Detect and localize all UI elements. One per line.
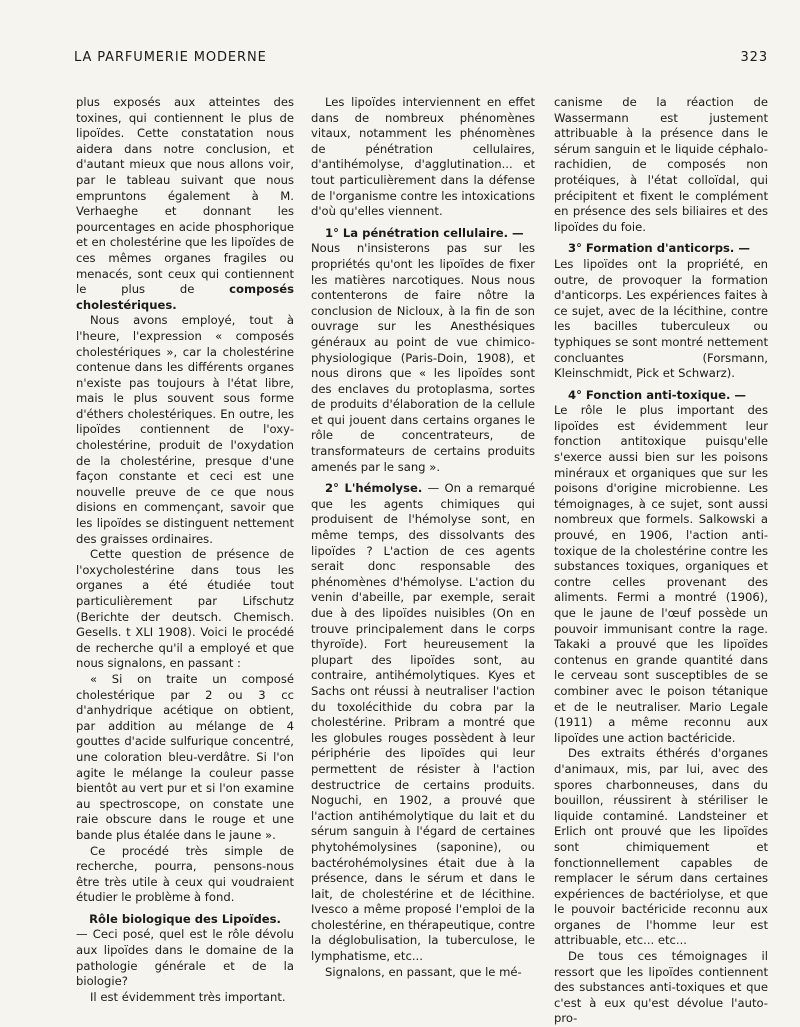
paragraph: Le rôle le plus important des lipoïdes est évidemment leur fonction antitoxique puisqu'elle s'exerce aussi bien sur les poisons minéraux et organiques que sur les poisons d'origine microbienne. Les témoignages, à ce sujet, sont aussi nombreux que formels. Salkowski a prouvé, en 1906, l'action anti-toxique de la cholestérine contre les substances toxiques, organiques et contre celles provenant des aliments. Fermi a montré (1906), que le jaune de l'œuf possède un pouvoir immunisant contre la rage. Takaki a prouvé que les lipoïdes contenus en grande quantité dans le cerveau sont susceptibles de se combiner avec le poison tétanique et de le neutraliser. Mario Legale (1911) a même reconnu aux lipoïdes une action bactéricide. [554,403,768,745]
paragraph [311,481,535,964]
column-2 [311,95,535,980]
heading-text: 3° Formation d'anticorps. — [568,241,750,256]
page-number: 323 [740,50,768,65]
section-heading [554,388,768,404]
bold-phrase: composés cholestériques. [76,282,295,312]
paragraph: — Ceci posé, quel est le rôle dévolu aux lipoïdes dans le domaine de la pathologie générale et de la biologie? [76,927,294,989]
column-3 [554,95,768,1027]
paragraph: Signalons, en passant, que le mé- [325,964,522,979]
paragraph: Cette question de présence de l'oxycholestérine dans tous les organes a été étudiée tout particulièrement par Lifschutz (Berichte der deutsch. Chemisch. Gesells. t XLI 1908). Voici le procédé de recherche qu'il a employé et que nous signalons, en passant : [76,547,294,671]
paragraph: De tous ces témoignages il ressort que les lipoïdes contiennent des substances anti-toxiques et que c'est à eux qu'est dévolue l'auto-pro- [554,949,768,1026]
section-heading [554,241,768,257]
paragraph: Nous avons employé, tout à l'heure, l'expression « composés cholestériques », car la cholestérine contenue dans les différents organes n'existe pas toujours à l'état libre, mais le plus souvent sous forme d'éthers cholestériques. En outre, les lipoïdes contiennent de l'oxy-cholestérine, produit de l'oxydation de la cholestérine, presque d'une façon constante et ceci est une nouvelle preuve de ce que nous disions en commençant, savoir que les lipoïdes se distinguent nettement des graisses ordinaires. [76,313,294,546]
paragraph: Nous n'insisterons pas sur les propriétés qu'ont les lipoïdes de fixer les matières narcotiques. Nous nous contenterons de faire nôtre la conclusion de Nicloux, à la fin de son ouvrage sur les Anesthésiques généraux au point de vue chimico-physiologique (Paris-Doin, 1908), et nous dirons que « les lipoïdes sont des enclaves du protoplasma, sortes de produits d'élaboration de la cellule et qui jouent dans certains organes le rôle de concentrateurs, de transformateurs de certains produits amenés par le sang ». [311,241,535,474]
paragraph: Les lipoïdes ont la propriété, en outre, de provoquer la formation d'anticorps. Les expériences faites à ce sujet, avec de la lécithine, contre les bacilles tuberculeux ou typhiques se sont montré nettement concluantes (Forsmann, Kleinschmidt, Pick et Schwarz). [554,256,768,381]
paragraph: Des extraits éthérés d'organes d'animaux, mis, par lui, avec des spores charbonneuses, dans du bouillon, réussirent à stériliser le liquide contaminé. Landsteiner et Erlich ont prouvé que les lipoïdes sont chimiquement et fonctionnellement capables de remplacer le sérum dans certaines expériences de bactériolyse, et que le pouvoir bactéricide reconnu aux organes de l'homme leur est attribuable, etc... etc... [554,746,768,948]
column-1 [76,95,294,1005]
section-heading [311,226,535,242]
heading-text: 4° Fonction anti-toxique. — [568,387,747,402]
paragraph-text: — On a remarqué que les agents chimiques qui produisent de l'hémolyse sont, en même temps, des dissolvants des lipoïdes ? L'action de ces agents serait donc responsable des phénomènes d'hémolyse. L'action du venin d'abeille, par exemple, serait due à des lipoïdes nuisibles (On en trouve principalement dans le corps thyroïde). Fort heureusement la plupart des lipoïdes sont, au contraire, antihémolytiques. Kyes et Sachs ont réussi à neutraliser l'action du toxolécithide du cobra par la cholestérine. Pribram a montré que les globules rouges possèdent à leur périphérie des lipoïdes qui leur permettent de résister à l'action destructrice de certains produits. Noguchi, en 1902, a prouvé que l'action antihémolytique du lait et du sérum sanguin à l'égard de certaines phytohémolysines (saponine), ou bactérohémolysines était due à la présence, dans le sérum et dans le lait, de cholestérine et de lécithine. Ivesco a même proposé l'emploi de la cholestérine, en thérapeutique, contre la déglobulisation, la tuberculose, le lymphatisme, etc... [311,481,536,964]
heading-text: 2° L'hémolyse. [325,481,423,496]
paragraph: Ce procédé très simple de recherche, pourra, pensons-nous être très utile à ceux qui voudraient étudier le problème à fond. [76,843,294,905]
journal-title: LA PARFUMERIE MODERNE [74,50,267,65]
quote-paragraph: « Si on traite un composé cholestérique par 2 ou 3 cc d'anhydrique acétique on obtient, par addition au mélange de 4 gouttes d'acide sulfurique concentré, une coloration bleu-verdâtre. Si l'on agite le mélange la couleur passe bientôt au vert pur et si l'on examine au spectroscope, on constate une raie obscure dans le rouge et une bande plus étalée dans le jaune ». [76,671,294,842]
heading-text: 1° La pénétration cellulaire. — [325,225,524,240]
paragraph: canisme de la réaction de Wassermann est justement attribuable à la présence dans le sérum sanguin et le liquide céphalo-rachidien, de composés non protéiques, à l'état colloïdal, qui précipitent et fixent le complément en présence des sels biliaires et des lipoïdes du foie. [554,95,768,234]
paragraph: Les lipoïdes interviennent en effet dans de nombreux phénomènes vitaux, notamment les phénomènes de pénétration cellulaires, d'antihémolyse, d'agglutination... et tout particulièrement dans la défense de l'organisme contre les intoxications d'où qu'elles viennent. [311,95,535,219]
paragraph-text: plus exposés aux atteintes des toxines, qui contiennent le plus de lipoïdes. Cette constatation nous aidera dans notre conclusion, et d'autant mieux que nous allons voir, par le tableau suivant que nous empruntons également à M. Verhaeghe et donnant les pourcentages en acide phosphorique et en cholestérine que les lipoïdes de ces mêmes organes fragiles ou menacés, sont ceux qui contiennent le plus de [76,95,294,297]
paragraph [76,95,294,313]
paragraph: Il est évidemment très important. [90,989,286,1004]
section-heading: Rôle biologique des Lipoïdes. [89,911,281,926]
